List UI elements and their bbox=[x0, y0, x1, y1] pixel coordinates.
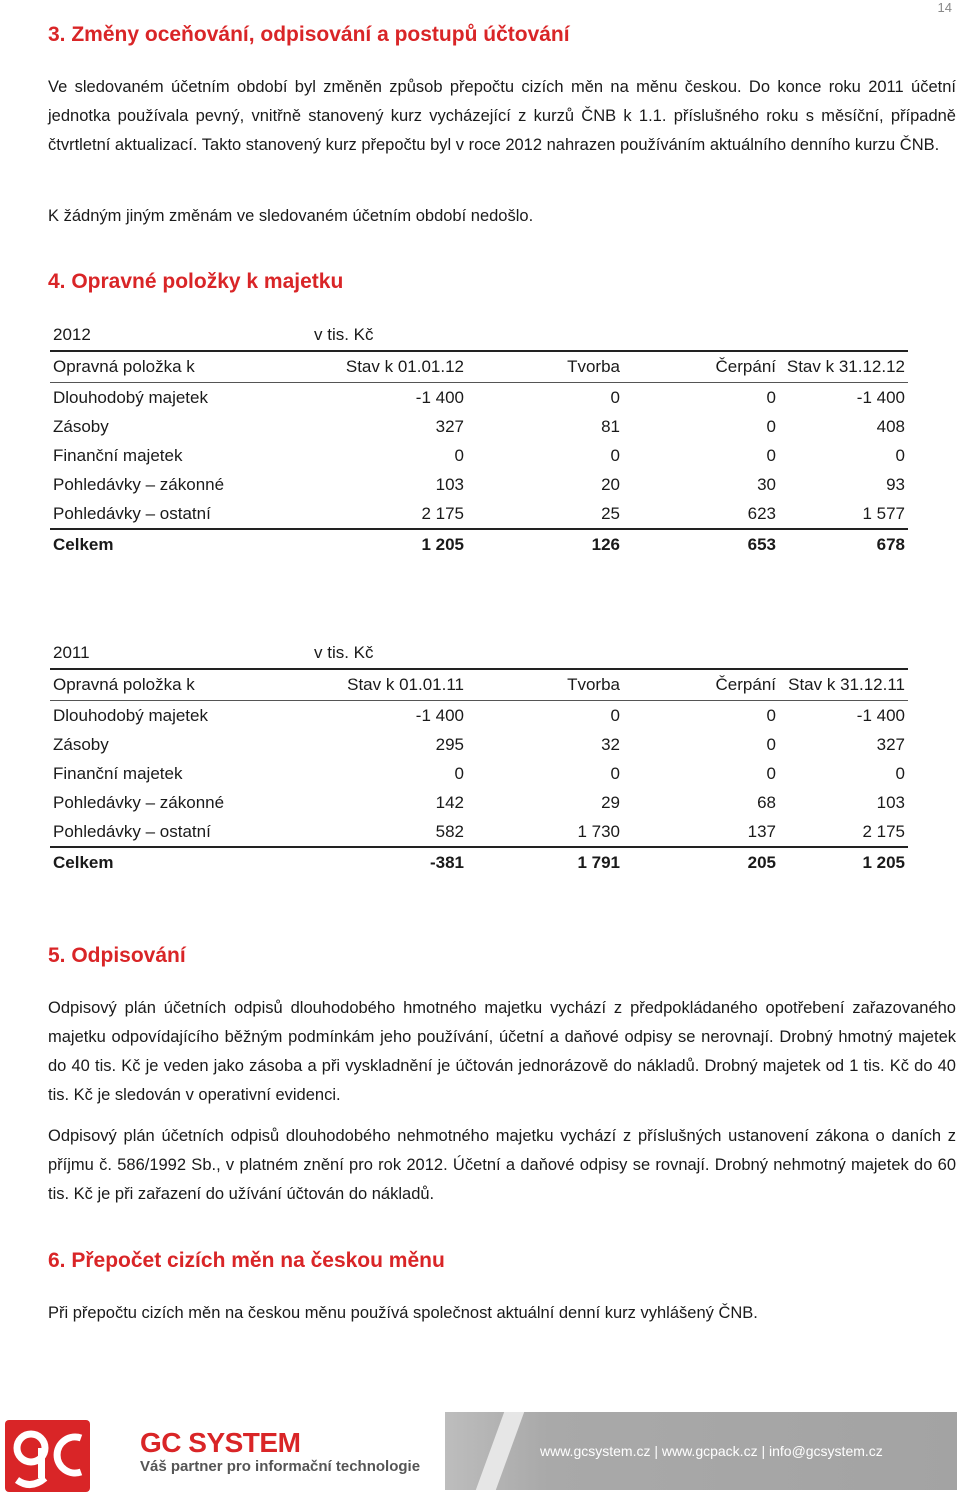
allowance-table-2012 bbox=[50, 320, 908, 560]
table-cell: 25 bbox=[601, 503, 620, 523]
section-6-paragraph-1: Při přepočtu cizích měn na českou měnu používá společnost aktuální denní kurz vyhlášený ČNB. bbox=[48, 1304, 758, 1322]
section-5-paragraph-1: Odpisový plán účetních odpisů dlouhodobého hmotného majetku vychází z předpokládaného opotřebení zařazovaného majetku odpovídajícího běžným podmínkám jeho používání, účetní a daňové odpisy se nerovnají. Drobný hmotný majetek do 40 tis. Kč je veden jako zásoba a při vyskladnění je účtován jednorázově do nákladů. Drobný majetek od 1 tis. Kč do 40 tis. Kč je sledován v operativní evidenci. bbox=[48, 999, 956, 1104]
table-cell: 93 bbox=[886, 474, 905, 494]
table-cell: Pohledávky – ostatní bbox=[53, 503, 211, 523]
table-cell: 0 bbox=[610, 763, 620, 783]
table-row bbox=[50, 788, 908, 817]
table-cell: 295 bbox=[435, 734, 464, 754]
section-3-title: 3. Změny oceňování, odpisování a postupů účtování bbox=[48, 23, 570, 46]
column-header: Stav k 01.01.12 bbox=[345, 357, 464, 376]
table-row bbox=[50, 499, 908, 529]
column-header: Tvorba bbox=[567, 675, 620, 694]
footer-contacts: www.gcsystem.cz | www.gcpack.cz | info@gcsystem.cz bbox=[540, 1443, 883, 1459]
table-cell: 103 bbox=[435, 474, 464, 494]
table-cell: Pohledávky – zákonné bbox=[53, 792, 225, 812]
table-cell: 20 bbox=[601, 474, 620, 494]
table-cell: 0 bbox=[454, 763, 464, 783]
table-cell: 126 bbox=[591, 535, 620, 554]
table-row bbox=[50, 701, 908, 731]
table-row bbox=[50, 383, 908, 413]
table-cell: -1 400 bbox=[856, 387, 905, 407]
table-row bbox=[50, 412, 908, 441]
column-header: Čerpání bbox=[715, 675, 776, 694]
table-cell: Dlouhodobý majetek bbox=[53, 387, 208, 407]
table-cell: 582 bbox=[435, 821, 464, 841]
table-cell: 81 bbox=[601, 416, 620, 436]
allowance-table-2011 bbox=[50, 638, 908, 878]
table-cell: 29 bbox=[601, 792, 620, 812]
table-cell: 32 bbox=[601, 734, 620, 754]
column-header: Tvorba bbox=[567, 357, 620, 376]
table-cell: 623 bbox=[747, 503, 776, 523]
table-cell: 1 730 bbox=[577, 821, 620, 841]
table-cell: 0 bbox=[766, 445, 776, 465]
table-cell: 0 bbox=[895, 445, 905, 465]
table-cell: 0 bbox=[766, 705, 776, 725]
table-row bbox=[50, 817, 908, 847]
table-cell: 1 205 bbox=[421, 535, 464, 554]
table-cell: 0 bbox=[610, 445, 620, 465]
column-header: Čerpání bbox=[715, 357, 776, 376]
table-cell: 68 bbox=[757, 792, 776, 812]
table-cell: 408 bbox=[876, 416, 905, 436]
table-cell: 0 bbox=[766, 763, 776, 783]
table-cell: 0 bbox=[766, 416, 776, 436]
column-header: Stav k 31.12.11 bbox=[788, 675, 905, 694]
brand-name: GC SYSTEM bbox=[140, 1427, 301, 1458]
table-cell: 0 bbox=[895, 763, 905, 783]
table-cell: 0 bbox=[610, 705, 620, 725]
table-cell: -1 400 bbox=[415, 387, 464, 407]
table-cell: Zásoby bbox=[53, 734, 109, 754]
table-cell: 2 175 bbox=[862, 821, 905, 841]
table-cell: Zásoby bbox=[53, 416, 109, 436]
table-total-row bbox=[50, 847, 908, 878]
page-number: 14 bbox=[937, 0, 952, 15]
table-cell: -1 400 bbox=[415, 705, 464, 725]
column-header: Opravná položka k bbox=[53, 357, 195, 376]
table-cell: 1 205 bbox=[862, 853, 905, 872]
section-5-title: 5. Odpisování bbox=[48, 944, 186, 967]
table-year: 2011 bbox=[53, 643, 90, 662]
section-3-paragraph-2: K žádným jiným změnám ve sledovaném účetním období nedošlo. bbox=[48, 207, 534, 225]
section-5-paragraph-2: Odpisový plán účetních odpisů dlouhodobého nehmotného majetku vychází z příslušných ustanovení zákona o daních z příjmu č. 586/1992 Sb., v platném znění pro rok 2012. Účetní a daňové odpisy se rovnají. Drobný nehmotný majetek do 60 tis. Kč je při zařazení do užívání účtován do nákladů. bbox=[48, 1127, 956, 1203]
table-cell: Finanční majetek bbox=[53, 445, 183, 465]
table-row bbox=[50, 759, 908, 788]
table-cell: 30 bbox=[757, 474, 776, 494]
table-cell: 0 bbox=[454, 445, 464, 465]
table-cell: Pohledávky – zákonné bbox=[53, 474, 225, 494]
table-cell: 103 bbox=[876, 792, 905, 812]
table-cell: 137 bbox=[747, 821, 776, 841]
table-row bbox=[50, 441, 908, 470]
gc-logo-icon bbox=[5, 1420, 90, 1497]
table-cell: 1 577 bbox=[862, 503, 905, 523]
table-cell: 0 bbox=[766, 387, 776, 407]
table-cell: 678 bbox=[876, 535, 905, 554]
column-header: Stav k 31.12.12 bbox=[786, 357, 905, 376]
table-unit: v tis. Kč bbox=[314, 325, 374, 344]
table-cell: -381 bbox=[429, 853, 464, 872]
table-year: 2012 bbox=[53, 325, 91, 344]
table-cell: 653 bbox=[747, 535, 776, 554]
column-header: Stav k 01.01.11 bbox=[347, 675, 464, 694]
table-cell: Celkem bbox=[53, 853, 114, 872]
table-total-row bbox=[50, 529, 908, 560]
table-cell: 1 791 bbox=[577, 853, 620, 872]
table-row bbox=[50, 470, 908, 499]
section-6-title: 6. Přepočet cizích měn na českou měnu bbox=[48, 1249, 445, 1272]
table-cell: 2 175 bbox=[421, 503, 464, 523]
table-cell: Dlouhodobý majetek bbox=[53, 705, 208, 725]
table-row bbox=[50, 730, 908, 759]
section-3-paragraph-1: Ve sledovaném účetním období byl změněn způsob přepočtu cizích měn na měnu českou. Do konce roku 2011 účetní jednotka používala pevný, vnitřně stanovený kurz vycházející z kurzů ČNB k 1.1. příslušného roku s měsíční, případně čtvrtletní aktualizací. Takto stanovený kurz přepočtu byl v roce 2012 nahrazen používáním aktuálního denního kurzu ČNB. bbox=[48, 78, 956, 154]
table-cell: -1 400 bbox=[856, 705, 905, 725]
table-cell: 327 bbox=[435, 416, 464, 436]
table-cell: 327 bbox=[876, 734, 905, 754]
table-unit: v tis. Kč bbox=[314, 643, 374, 662]
table-cell: 205 bbox=[747, 853, 776, 872]
brand-tagline: Váš partner pro informační technologie bbox=[140, 1458, 421, 1475]
section-4-title: 4. Opravné položky k majetku bbox=[48, 270, 344, 293]
table-cell: Finanční majetek bbox=[53, 763, 183, 783]
table-cell: 0 bbox=[610, 387, 620, 407]
table-cell: 0 bbox=[766, 734, 776, 754]
table-cell: Pohledávky – ostatní bbox=[53, 821, 211, 841]
table-cell: 142 bbox=[435, 792, 464, 812]
page-footer bbox=[0, 1410, 960, 1495]
table-cell: Celkem bbox=[53, 535, 114, 554]
column-header: Opravná položka k bbox=[53, 675, 195, 694]
